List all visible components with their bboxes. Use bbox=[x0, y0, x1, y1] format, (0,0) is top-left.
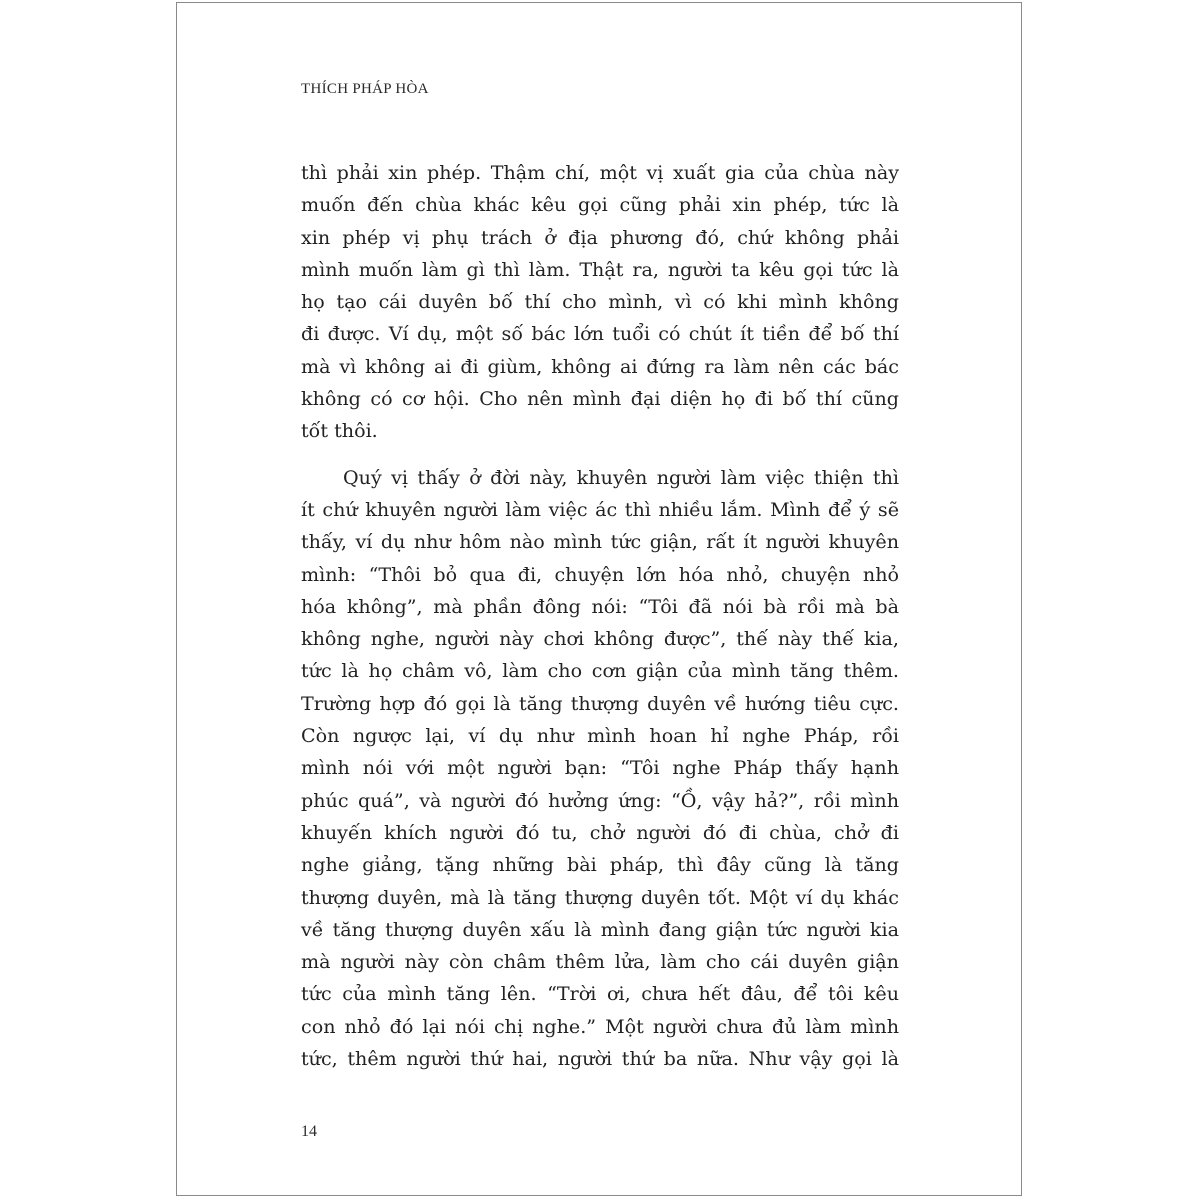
text-line: về tăng thượng duyên xấu là mình đang giận tức người kia bbox=[301, 917, 899, 941]
text-line: mình: “Thôi bỏ qua đi, chuyện lớn hóa nhỏ, chuyện nhỏ bbox=[301, 562, 899, 586]
text-line: đi được. Ví dụ, một số bác lớn tuổi có chút ít tiền để bố thí bbox=[301, 322, 899, 346]
text-line: Còn ngược lại, ví dụ như mình hoan hỉ nghe Pháp, rồi bbox=[301, 724, 899, 748]
text-line: thấy, ví dụ như hôm nào mình tức giận, rất ít người khuyên bbox=[301, 530, 899, 554]
book-page bbox=[176, 2, 1022, 1196]
text-line: Quý vị thấy ở đời này, khuyên người làm việc thiện thì bbox=[343, 465, 899, 489]
text-line: mà người này còn châm thêm lửa, làm cho cái duyên giận bbox=[301, 950, 899, 974]
text-line: mình muốn làm gì thì làm. Thật ra, người ta kêu gọi tức là bbox=[301, 257, 899, 281]
text-line: con nhỏ đó lại nói chị nghe.” Một người chưa đủ làm mình bbox=[301, 1014, 899, 1038]
text-line: tốt thôi. bbox=[301, 419, 378, 443]
text-line: phúc quá”, và người đó hưởng ứng: “Ồ, vậy hả?”, rồi mình bbox=[301, 788, 899, 812]
text-line: tức của mình tăng lên. “Trời ơi, chưa hết đâu, để tôi kêu bbox=[301, 982, 899, 1006]
text-line: họ tạo cái duyên bố thí cho mình, vì có khi mình không bbox=[301, 290, 899, 314]
body-text bbox=[301, 157, 899, 1075]
page-number: 14 bbox=[301, 1123, 317, 1140]
text-line: thì phải xin phép. Thậm chí, một vị xuất gia của chùa này bbox=[301, 161, 899, 184]
text-line: nghe giảng, tặng những bài pháp, thì đây cũng là tăng bbox=[301, 853, 899, 877]
text-line: khuyến khích người đó tu, chở người đó đi chùa, chở đi bbox=[301, 820, 899, 844]
running-head: THÍCH PHÁP HÒA bbox=[301, 81, 429, 97]
text-line: muốn đến chùa khác kêu gọi cũng phải xin phép, tức là bbox=[301, 193, 899, 217]
text-line: thượng duyên, mà là tăng thượng duyên tốt. Một ví dụ khác bbox=[301, 885, 899, 909]
text-line: không nghe, người này chơi không được”, thế này thế kia, bbox=[301, 627, 899, 651]
paragraph-gap bbox=[301, 448, 899, 462]
text-line: mà vì không ai đi giùm, không ai đứng ra làm nên các bác bbox=[301, 354, 899, 378]
text-line: Trường hợp đó gọi là tăng thượng duyên về hướng tiêu cực. bbox=[301, 691, 899, 715]
text-line: tức, thêm người thứ hai, người thứ ba nữa. Như vậy gọi là bbox=[301, 1047, 899, 1071]
text-line: tức là họ châm vô, làm cho cơn giận của mình tăng thêm. bbox=[301, 659, 899, 683]
text-line: không có cơ hội. Cho nên mình đại diện họ đi bố thí cũng bbox=[301, 387, 899, 411]
text-line: mình nói với một người bạn: “Tôi nghe Pháp thấy hạnh bbox=[301, 756, 899, 780]
text-line: hóa không”, mà phần đông nói: “Tôi đã nói bà rồi mà bà bbox=[301, 594, 899, 618]
text-line: xin phép vị phụ trách ở địa phương đó, chứ không phải bbox=[301, 225, 899, 249]
text-line: ít chứ khuyên người làm việc ác thì nhiều lắm. Mình để ý sẽ bbox=[301, 497, 899, 521]
